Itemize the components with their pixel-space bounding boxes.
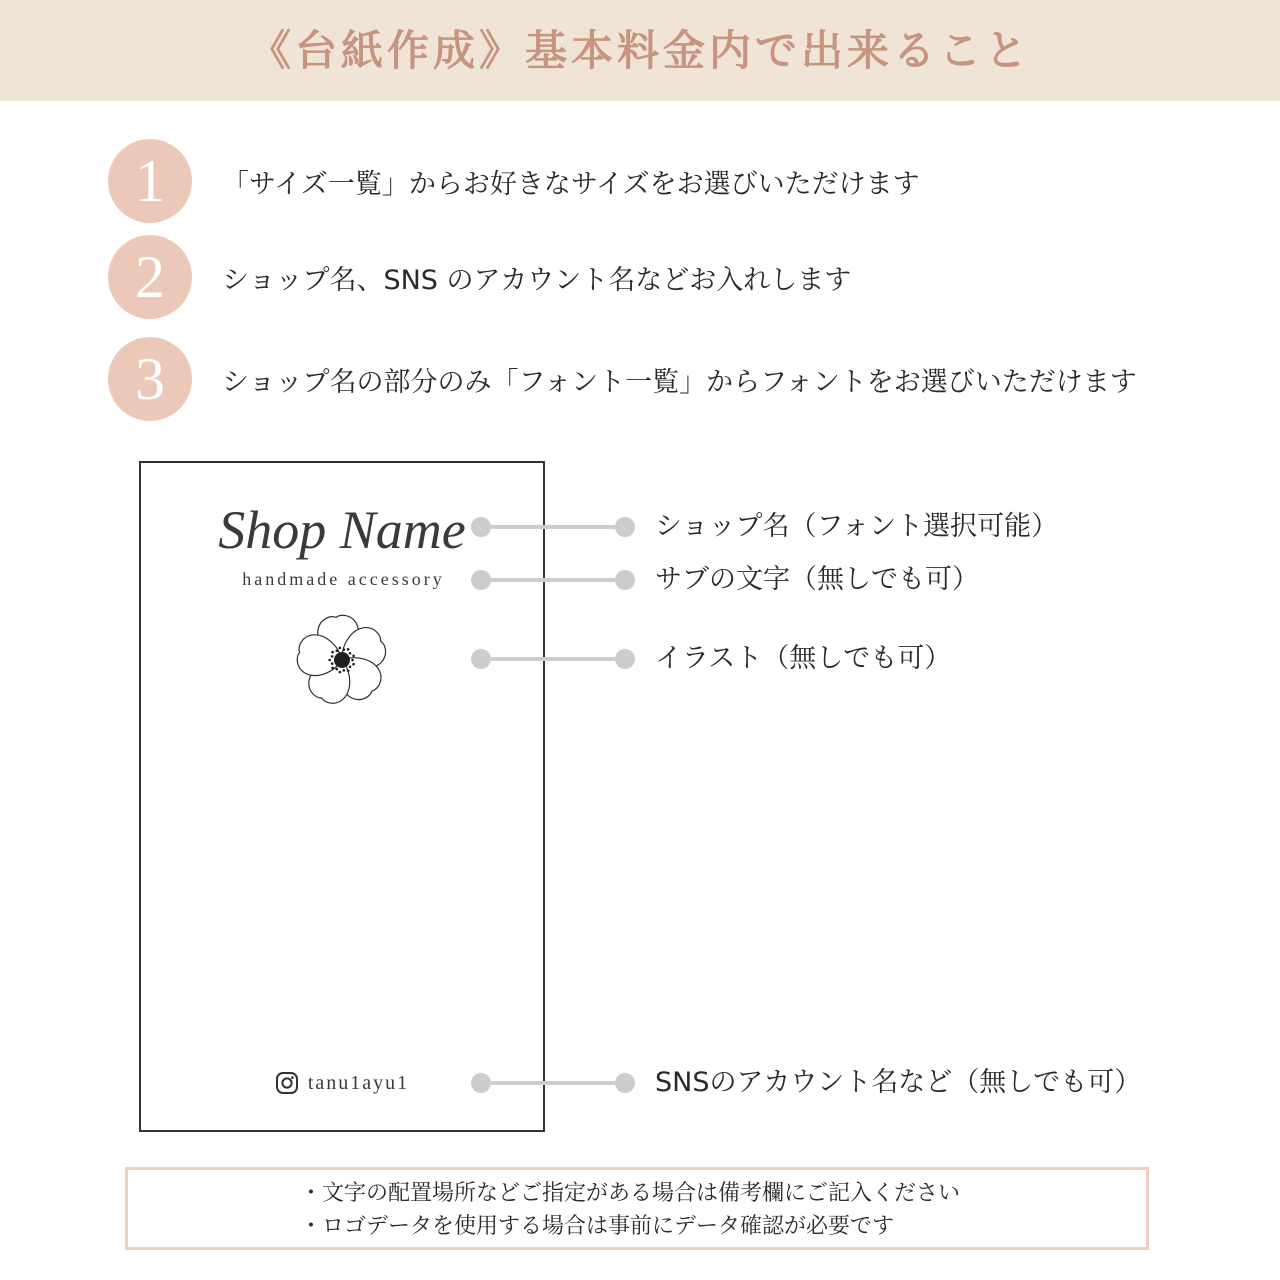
step-text: ショップ名の部分のみ「フォント一覧」からフォントをお選びいただけます — [222, 366, 1137, 398]
flower-stamen — [347, 648, 350, 651]
callout-label: イラスト（無しでも可） — [655, 643, 952, 674]
connector-dot-start — [471, 649, 491, 669]
connector-dot-start — [471, 1073, 491, 1093]
flower-stamen — [328, 659, 331, 662]
step-3 — [108, 337, 1137, 421]
callout-label: サブの文字（無しでも可） — [655, 564, 979, 595]
step-number-badge — [108, 139, 192, 223]
connector-line — [491, 578, 615, 582]
instagram-icon-lens — [282, 1078, 291, 1087]
flower-stamen — [339, 647, 342, 650]
flower-stamen — [331, 651, 334, 654]
callout-label: SNSのアカウント名など（無しでも可） — [655, 1067, 1142, 1098]
card-shop-name: Shop Name — [218, 500, 466, 560]
connector-dot-end — [615, 649, 635, 669]
connector-dot-end — [615, 517, 635, 537]
instagram-icon-dot — [291, 1076, 294, 1079]
callout-illustration — [471, 639, 951, 679]
connector-dot-start — [471, 570, 491, 590]
callout-label: ショップ名（フォント選択可能） — [655, 511, 1059, 542]
step-number: 3 — [135, 346, 165, 412]
instagram-icon — [275, 1071, 299, 1095]
step-text: 「サイズ一覧」からお好きなサイズをお選びいただけます — [222, 168, 920, 200]
flower-stamen — [349, 665, 352, 668]
callout-sns — [471, 1063, 1141, 1103]
step-number-badge — [108, 337, 192, 421]
page-title: 《台紙作成》基本料金内で出来ること — [248, 26, 1031, 75]
connector-line — [491, 525, 615, 529]
connector-dot-end — [615, 1073, 635, 1093]
flower-stamen — [351, 659, 354, 662]
flower-center — [334, 652, 350, 668]
callout-subtitle — [471, 560, 979, 600]
flower-stamen — [331, 667, 334, 670]
step-1 — [108, 139, 920, 223]
header-banner — [0, 0, 1280, 101]
connector-line — [491, 1081, 615, 1085]
card-sns-handle: tanu1ayu1 — [307, 1071, 410, 1094]
step-number: 2 — [135, 244, 165, 310]
instagram-icon-frame — [277, 1073, 297, 1093]
note-line: ・ロゴデータを使用する場合は事前にデータ確認が必要です — [300, 1214, 895, 1239]
flower-stamen — [335, 668, 338, 671]
step-2 — [108, 235, 851, 319]
connector-line — [491, 657, 615, 661]
flower-stamen — [331, 655, 334, 658]
flower-stamen — [335, 650, 338, 653]
step-number: 1 — [135, 148, 165, 214]
flower-stamen — [352, 654, 355, 657]
callout-shop-name — [471, 507, 1058, 547]
flower-stamen — [352, 663, 355, 666]
connector-dot-start — [471, 517, 491, 537]
note-line: ・文字の配置場所などご指定がある場合は備考欄にご記入ください — [300, 1181, 961, 1206]
step-number-badge — [108, 235, 192, 319]
flower-stamen — [339, 671, 342, 674]
card-subtitle: handmade accessory — [242, 569, 445, 589]
flower-stamen — [347, 669, 350, 672]
notes-box — [125, 1167, 1149, 1250]
step-text: ショップ名、SNS のアカウント名などお入れします — [222, 264, 852, 296]
flower-stamen — [343, 669, 346, 672]
flower-stamen — [331, 662, 334, 665]
flower-stamen — [343, 648, 346, 651]
flower-stamen — [349, 652, 352, 655]
flower-icon — [294, 612, 390, 708]
connector-dot-end — [615, 570, 635, 590]
